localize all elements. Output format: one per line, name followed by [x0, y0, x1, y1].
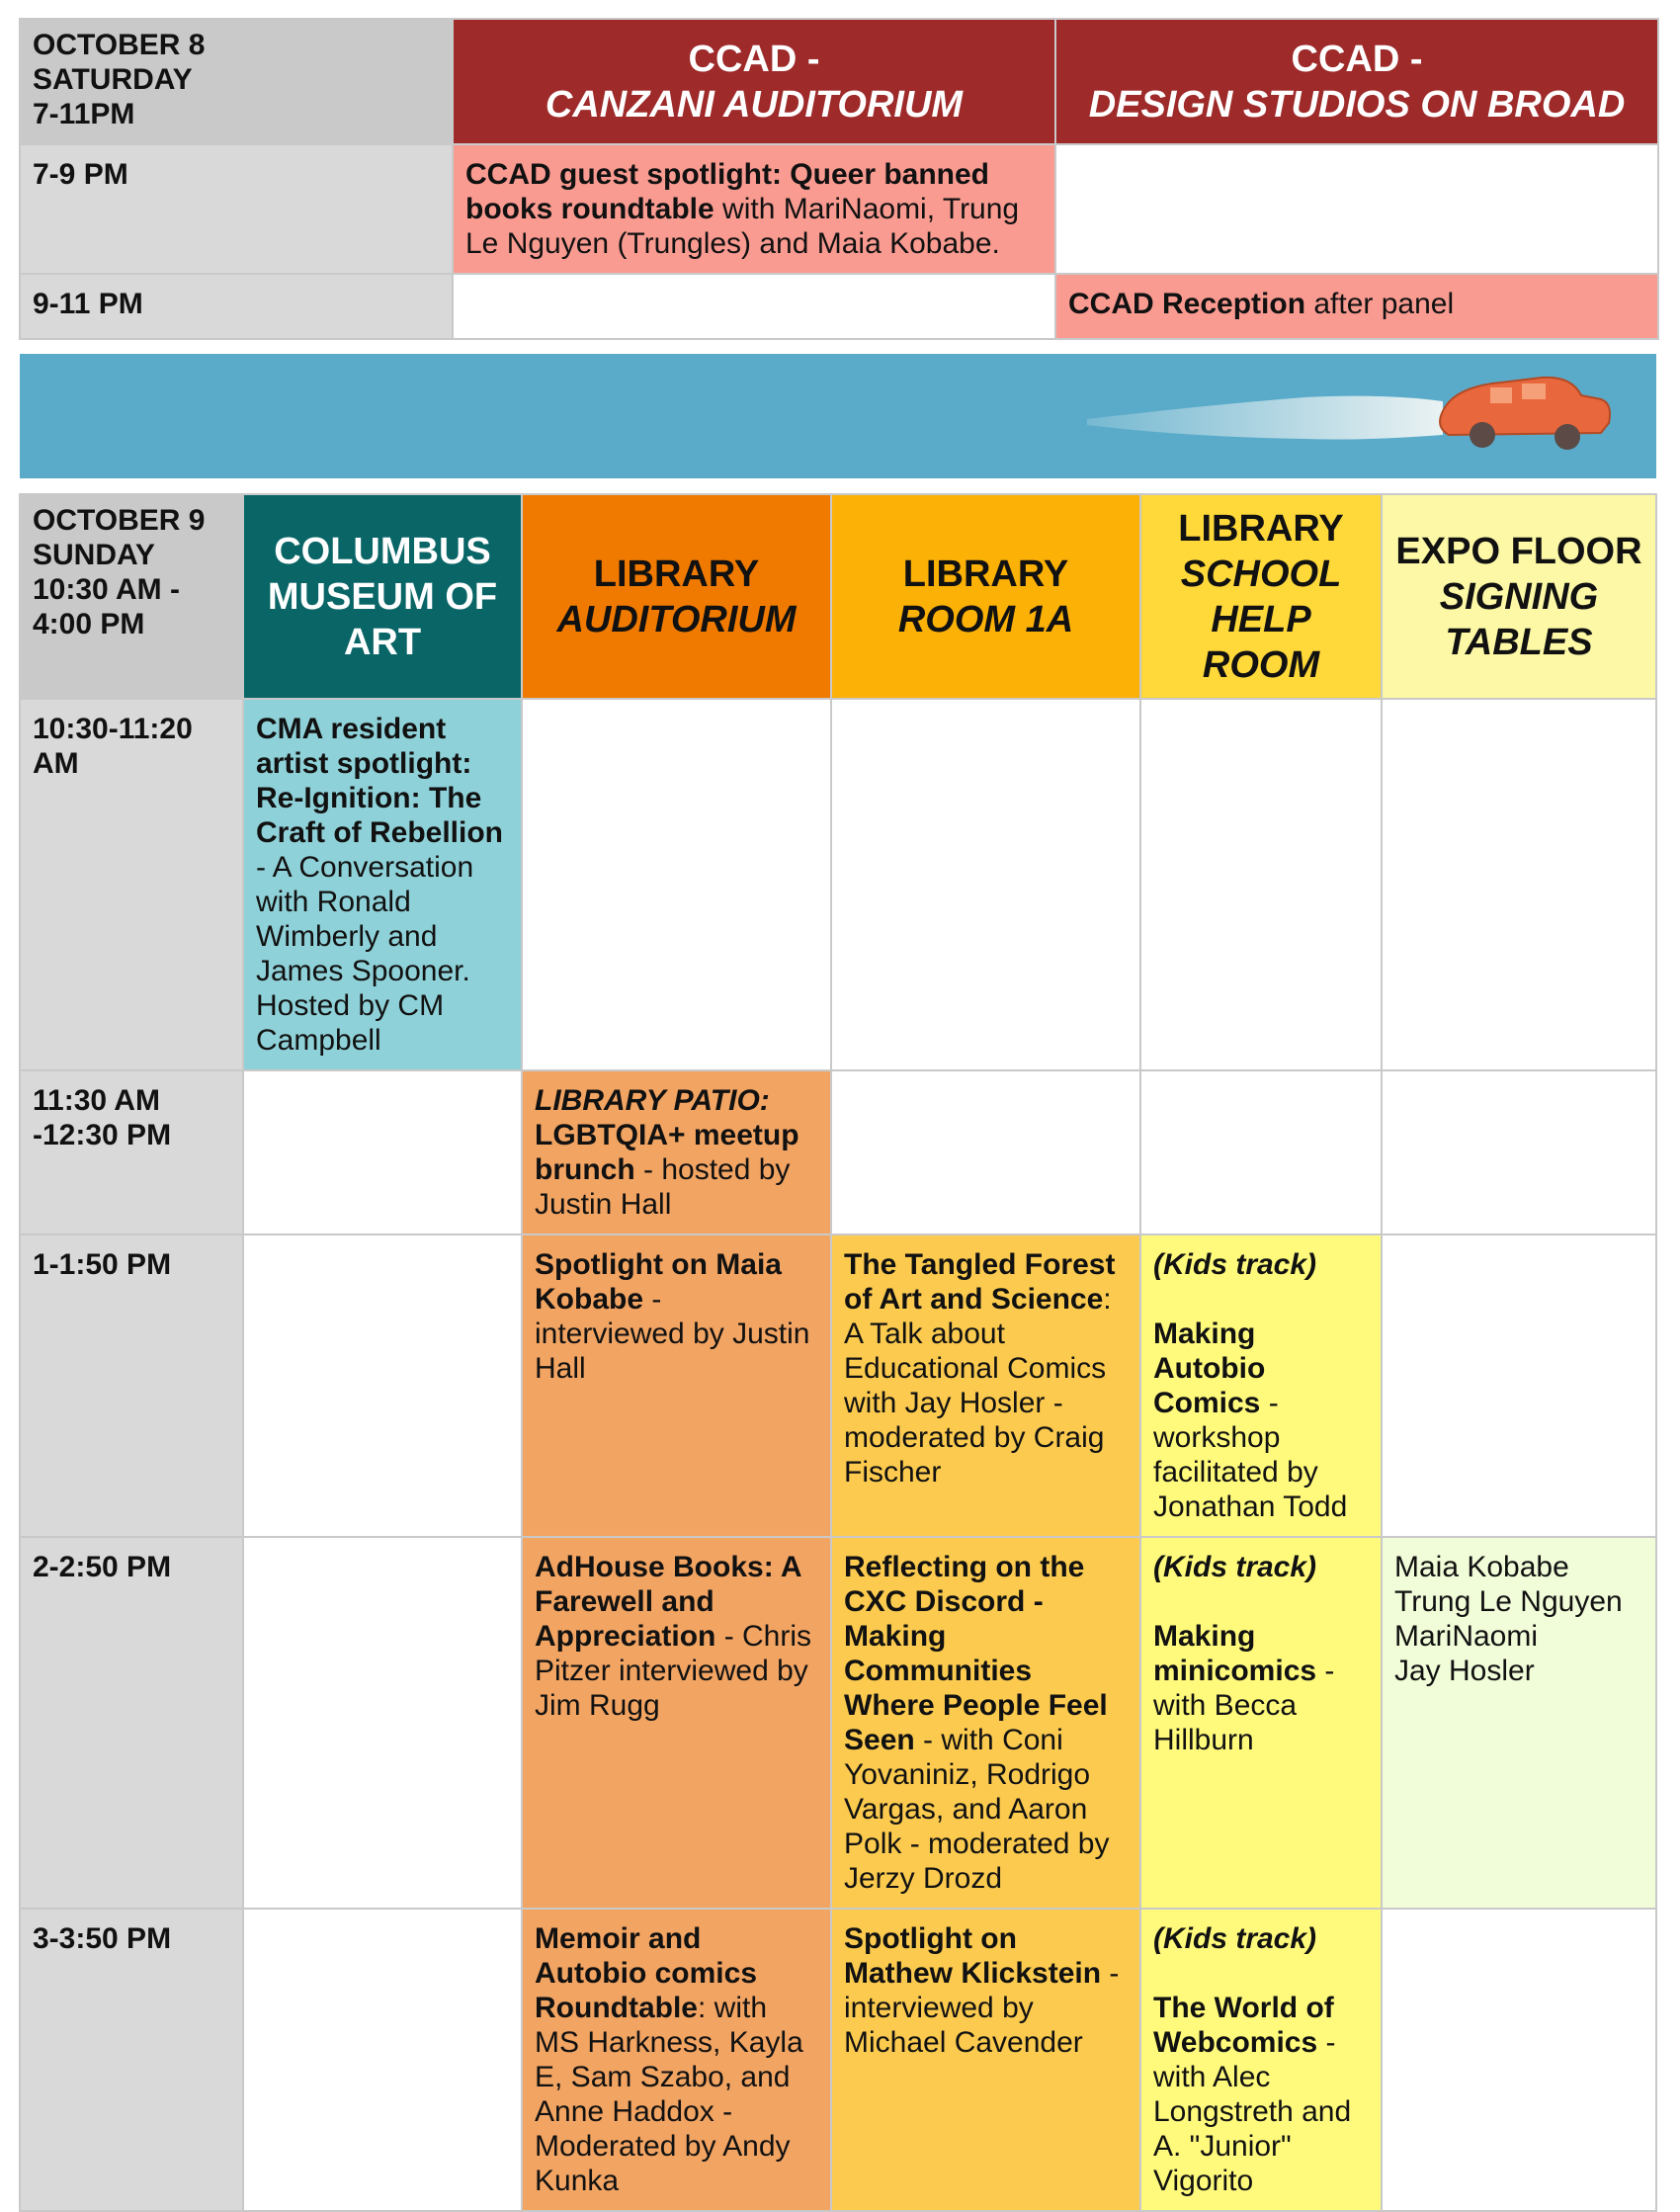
event-cell: (Kids track) Making Autobio Comics - workshop facilitated by Jonathan Todd: [1140, 1234, 1382, 1537]
list-item: MariNaomi: [1394, 1620, 1539, 1653]
event-cell: CMA resident artist spotlight: Re-Ignition: The Craft of Rebellion - A Conversation with Ronald Wimberly and James Spooner. Hosted by CM Campbell: [243, 699, 522, 1070]
venue-columbus-museum-of-art: COLUMBUS MUSEUM OF ART: [243, 494, 522, 699]
saturday-schedule: [19, 18, 1659, 340]
event-cell: Memoir and Autobio comics Roundtable: with MS Harkness, Kayla E, Sam Szabo, and Anne Haddox - Moderated by Andy Kunka: [522, 1909, 831, 2211]
empty-cell: [243, 1234, 522, 1537]
empty-cell: [831, 1070, 1140, 1234]
venue-expo-floor-signing-tables: EXPO FLOOR SIGNING TABLES: [1382, 494, 1656, 699]
empty-cell: [1382, 1909, 1656, 2211]
decorative-banner: [20, 354, 1656, 478]
signing-table-list: [1382, 1537, 1656, 1909]
venue-library-room-1a: LIBRARY ROOM 1A: [831, 494, 1140, 699]
event-cell: The Tangled Forest of Art and Science: A Talk about Educational Comics with Jay Hosler - moderated by Craig Fischer: [831, 1234, 1140, 1537]
empty-cell: [243, 1537, 522, 1909]
list-item: Trung Le Nguyen: [1394, 1585, 1623, 1618]
empty-cell: [243, 1909, 522, 2211]
venue-canzani-auditorium: CCAD - CANZANI AUDITORIUM: [453, 19, 1055, 144]
event-cell: CCAD Reception after panel: [1055, 274, 1658, 339]
sunday-corner: OCTOBER 9 SUNDAY 10:30 AM - 4:00 PM: [20, 494, 243, 699]
event-cell: Spotlight on Mathew Klickstein - interviewed by Michael Cavender: [831, 1909, 1140, 2211]
event-cell: Reflecting on the CXC Discord - Making Communities Where People Feel Seen - with Coni Yovaniniz, Rodrigo Vargas, and Aaron Polk - moderated by Jerzy Drozd: [831, 1537, 1140, 1909]
event-cell: LIBRARY PATIO: LGBTQIA+ meetup brunch - hosted by Justin Hall: [522, 1070, 831, 1234]
car-icon: [20, 354, 1656, 478]
venue-library-auditorium: LIBRARY AUDITORIUM: [522, 494, 831, 699]
list-item: Jay Hosler: [1394, 1655, 1535, 1687]
empty-cell: [1382, 699, 1656, 1070]
empty-cell: [831, 699, 1140, 1070]
empty-cell: [1140, 699, 1382, 1070]
empty-cell: [1382, 1070, 1656, 1234]
empty-cell: [243, 1070, 522, 1234]
venue-design-studios: CCAD - DESIGN STUDIOS ON BROAD: [1055, 19, 1658, 144]
event-cell: CCAD guest spotlight: Queer banned books roundtable with MariNaomi, Trung Le Nguyen (Trungles) and Maia Kobabe.: [453, 144, 1055, 274]
empty-cell: [1140, 1070, 1382, 1234]
empty-cell: [522, 699, 831, 1070]
empty-cell: [1382, 1234, 1656, 1537]
time-slot: 11:30 AM -12:30 PM: [20, 1070, 243, 1234]
empty-cell: [453, 274, 1055, 339]
event-cell: AdHouse Books: A Farewell and Appreciation - Chris Pitzer interviewed by Jim Rugg: [522, 1537, 831, 1909]
event-cell: (Kids track) Making minicomics - with Becca Hillburn: [1140, 1537, 1382, 1909]
event-cell: Spotlight on Maia Kobabe - interviewed by Justin Hall: [522, 1234, 831, 1537]
time-slot: 7-9 PM: [20, 144, 453, 274]
saturday-corner: OCTOBER 8 SATURDAY 7-11PM: [20, 19, 453, 144]
time-slot: 1-1:50 PM: [20, 1234, 243, 1537]
sunday-schedule: [19, 493, 1657, 2212]
list-item: Maia Kobabe: [1394, 1551, 1569, 1583]
event-cell: (Kids track) The World of Webcomics - with Alec Longstreth and A. "Junior" Vigorito: [1140, 1909, 1382, 2211]
venue-library-school-help-room: LIBRARY SCHOOL HELP ROOM: [1140, 494, 1382, 699]
empty-cell: [1055, 144, 1658, 274]
time-slot: 10:30-11:20 AM: [20, 699, 243, 1070]
time-slot: 3-3:50 PM: [20, 1909, 243, 2211]
time-slot: 9-11 PM: [20, 274, 453, 339]
time-slot: 2-2:50 PM: [20, 1537, 243, 1909]
